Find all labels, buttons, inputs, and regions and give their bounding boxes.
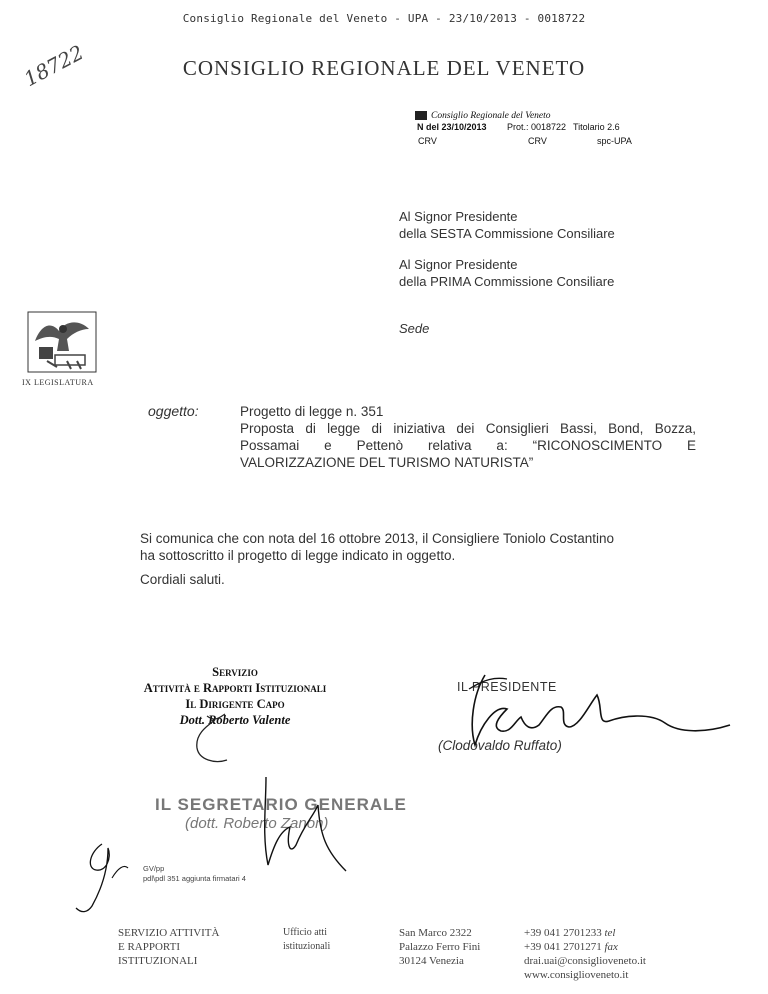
- addressee-line: della PRIMA Commissione Consiliare: [399, 274, 615, 289]
- org-title: CONSIGLIO REGIONALE DEL VENETO: [182, 56, 586, 80]
- oggetto-line: Proposta di legge di iniziativa dei Consiglieri Bassi, Bond, Bozza,: [240, 421, 696, 436]
- service-line: Attività e Rapporti Istituzionali: [143, 681, 327, 695]
- body-line: ha sottoscritto il progetto di legge indicato in oggetto.: [140, 548, 456, 563]
- dirigente-signature-icon: [185, 712, 255, 772]
- footer-email: drai.uai@consiglioveneto.it: [524, 955, 646, 967]
- dirigente-name: Dott. Roberto Valente: [179, 713, 291, 727]
- stamp-mid-code: CRV: [528, 136, 547, 146]
- oggetto-line: Progetto di legge n. 351: [240, 404, 384, 419]
- stamp-prot: Prot.: 0018722: [507, 122, 567, 132]
- footer-fax: [524, 940, 646, 954]
- footer-tel: [524, 926, 646, 940]
- stamp-titolario: Titolario 2.6: [573, 122, 620, 132]
- closing-salutation: Cordiali saluti.: [140, 572, 225, 587]
- body-line: Si comunica che con nota del 16 ottobre 2013, il Consigliere Toniolo Costantino: [140, 531, 615, 546]
- stamp-org: Consiglio Regionale del Veneto: [431, 111, 551, 121]
- president-title: IL PRESIDENTE: [457, 680, 557, 694]
- addressee-prima: [399, 256, 614, 290]
- footer-line: Ufficio atti: [283, 927, 327, 938]
- reference-line: GV/pp: [143, 864, 165, 873]
- handwritten-protocol-number: 18722: [20, 40, 88, 92]
- service-line: Servizio: [212, 665, 258, 679]
- fax-number: +39 041 2701271: [524, 941, 602, 953]
- footer-line: istituzionali: [283, 941, 331, 952]
- tel-number: +39 041 2701233: [524, 927, 602, 939]
- footer-web: www.consiglioveneto.it: [524, 969, 629, 981]
- footer-line: SERVIZIO ATTIVITÀ: [118, 927, 220, 939]
- footer-line: 30124 Venezia: [399, 955, 464, 967]
- sede: Sede: [399, 321, 430, 336]
- segretario-title: IL SEGRETARIO GENERALE: [155, 795, 407, 814]
- stamp-right-code: spc-UPA: [597, 136, 632, 146]
- footer-address: [399, 926, 480, 968]
- stamp-number: N del 23/10/2013: [417, 122, 487, 132]
- footer-contacts: [524, 926, 646, 982]
- stamp-left-code: CRV: [418, 136, 437, 146]
- oggetto-line: VALORIZZAZIONE DEL TURISMO NATURISTA”: [240, 455, 534, 470]
- tel-suffix: tel: [604, 927, 616, 939]
- lion-of-saint-mark-emblem-icon: [27, 311, 97, 373]
- segretario-name: (dott. Roberto Zanon): [185, 815, 329, 832]
- footer-line: Palazzo Ferro Fini: [399, 941, 481, 953]
- oggetto-line: Possamai e Pettenò relativa a: “RICONOSCIMENTO E: [240, 438, 696, 453]
- oggetto-body: [240, 403, 696, 471]
- body-text: [140, 530, 700, 564]
- council-logo-icon: [415, 111, 427, 120]
- president-signature-icon: [455, 665, 735, 765]
- footer-line: ISTITUZIONALI: [118, 955, 198, 967]
- footer-line: E RAPPORTI: [118, 941, 180, 953]
- segretario-signature-icon: [240, 775, 350, 875]
- reference-line: pdl\pdl 351 aggiunta firmatari 4: [143, 874, 246, 883]
- initials-signature-icon: [72, 838, 132, 918]
- addressee-sesta: [399, 208, 615, 242]
- addressee-line: Al Signor Presidente: [399, 209, 518, 224]
- fax-header: Consiglio Regionale del Veneto - UPA - 23/10/2013 - 0018722: [182, 12, 586, 25]
- protocol-stamp: [415, 110, 645, 148]
- footer-office: [283, 926, 330, 954]
- oggetto-label: oggetto:: [148, 403, 199, 419]
- reference-codes: [143, 864, 246, 884]
- president-name: (Clodovaldo Ruffato): [438, 738, 562, 753]
- addressee-line: della SESTA Commissione Consiliare: [399, 226, 615, 241]
- footer-line: San Marco 2322: [399, 927, 472, 939]
- footer-service: [118, 926, 219, 968]
- service-line: Il Dirigente Capo: [185, 697, 285, 711]
- fax-suffix: fax: [604, 941, 618, 953]
- legislatura: IX LEGISLATURA: [22, 378, 94, 387]
- addressee-line: Al Signor Presidente: [399, 257, 518, 272]
